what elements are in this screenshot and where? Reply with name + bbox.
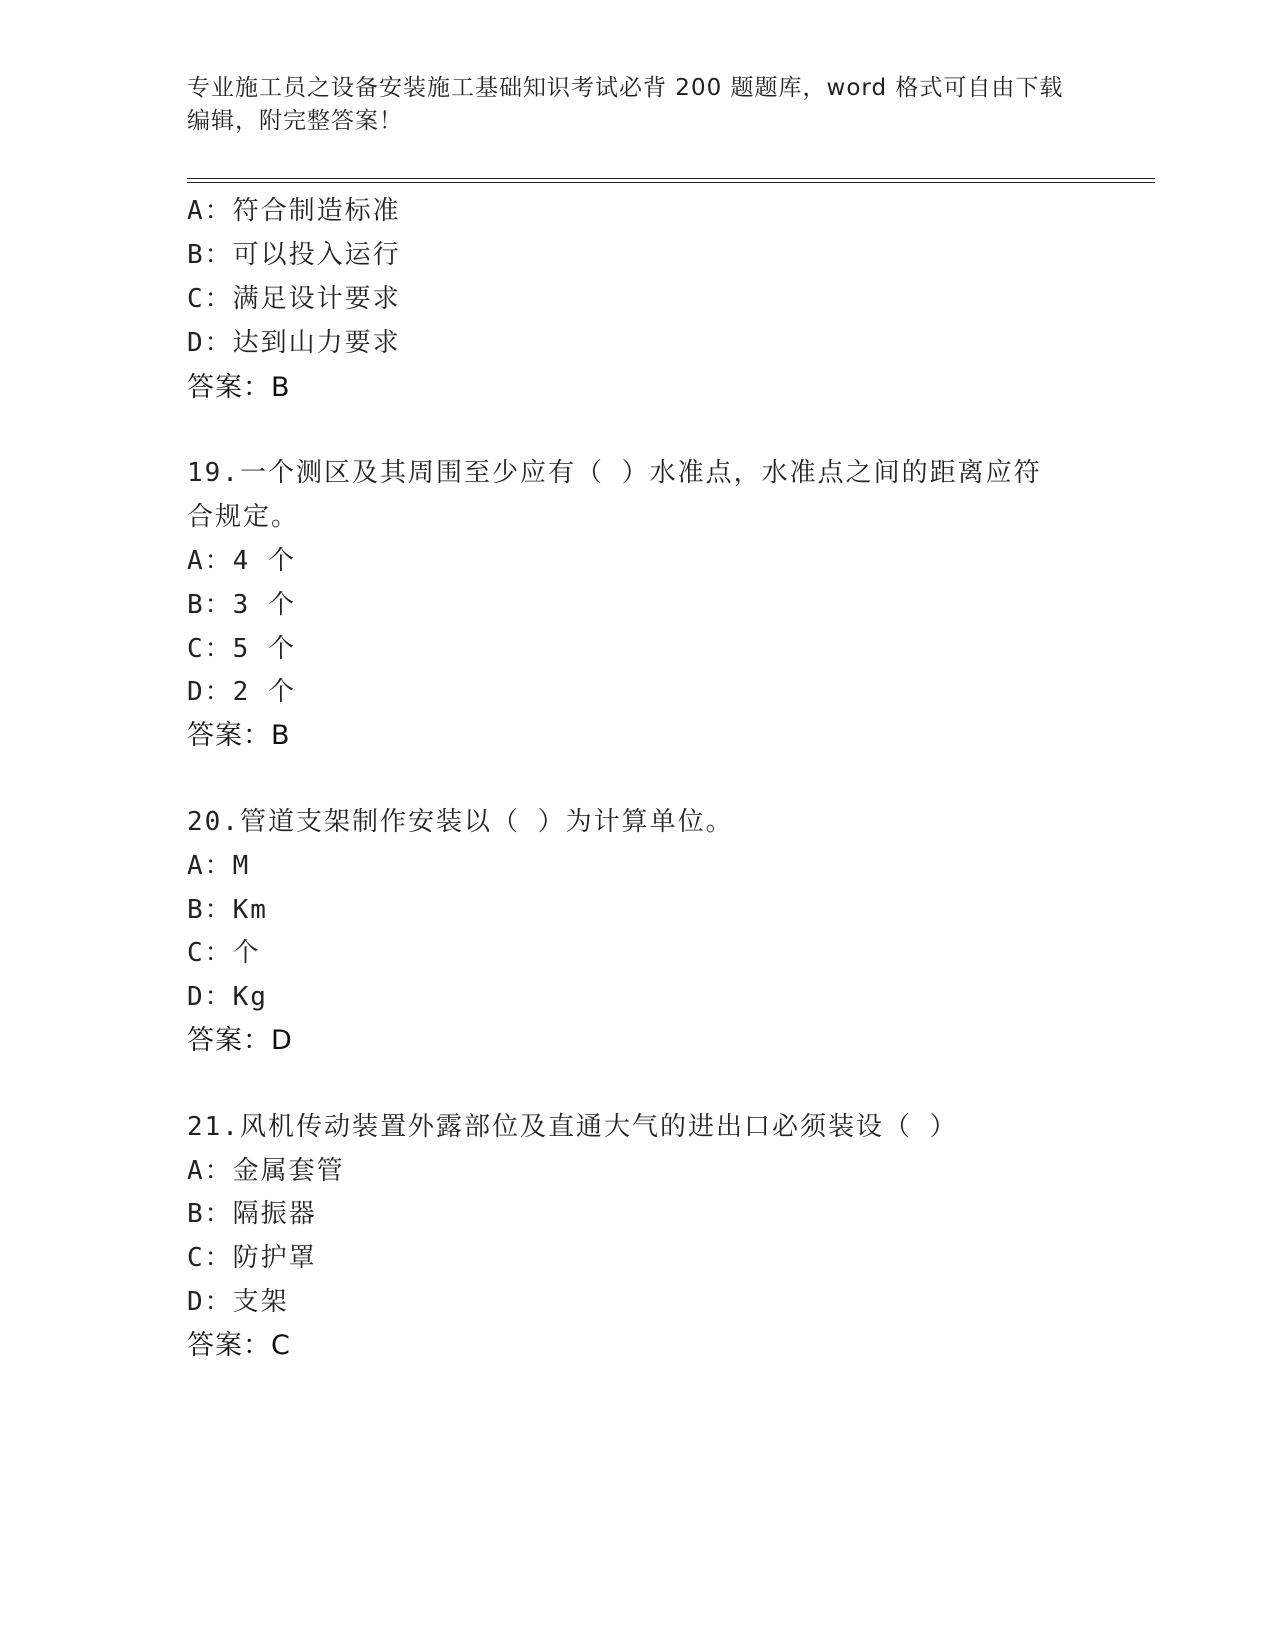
option-b: B：3 个 — [187, 590, 296, 620]
answer-label: 答案： — [187, 1025, 271, 1056]
option-b: B：Km — [187, 895, 268, 925]
option-b: B：可以投入运行 — [187, 240, 401, 270]
option-d: D：达到山力要求 — [187, 328, 401, 358]
answer-label: 答案： — [187, 720, 271, 751]
question-21-text: 21.风机传动装置外露部位及直通大气的进出口必须装设（ ） — [187, 1112, 958, 1142]
document-header — [187, 72, 1087, 138]
answer-value: D — [271, 1025, 293, 1056]
option-a: A：符合制造标准 — [187, 196, 401, 226]
option-c: C：满足设计要求 — [187, 284, 401, 314]
question-19-text-line-1: 19.一个测区及其周围至少应有（ ）水准点，水准点之间的距离应符 — [187, 458, 1042, 488]
header-title-line-1: 专业施工员之设备安装施工基础知识考试必背 200 题题库，word 格式可自由下载 — [187, 75, 1064, 101]
option-a: A：M — [187, 851, 251, 881]
option-a: A：4 个 — [187, 546, 296, 576]
answer-label: 答案： — [187, 1330, 271, 1361]
answer-label: 答案： — [187, 372, 271, 403]
option-a: A：金属套管 — [187, 1156, 345, 1186]
option-d: D：2 个 — [187, 677, 296, 707]
answer-line — [187, 713, 291, 752]
option-d: D：支架 — [187, 1287, 289, 1317]
answer-line — [187, 1323, 291, 1362]
answer-line — [187, 365, 291, 404]
answer-value: C — [271, 1330, 291, 1361]
header-title-line-2: 编辑，附完整答案！ — [187, 108, 403, 134]
question-20-text: 20.管道支架制作安装以（ ）为计算单位。 — [187, 807, 734, 837]
header-divider — [187, 178, 1155, 183]
option-c: C：5 个 — [187, 634, 296, 664]
answer-value: B — [271, 720, 291, 751]
option-b: B：隔振器 — [187, 1199, 317, 1229]
option-d: D：Kg — [187, 982, 268, 1012]
option-c: C：防护罩 — [187, 1243, 317, 1273]
question-19-text-line-2: 合规定。 — [187, 502, 300, 532]
option-c: C：个 — [187, 938, 261, 968]
answer-line — [187, 1018, 293, 1057]
answer-value: B — [271, 372, 291, 403]
